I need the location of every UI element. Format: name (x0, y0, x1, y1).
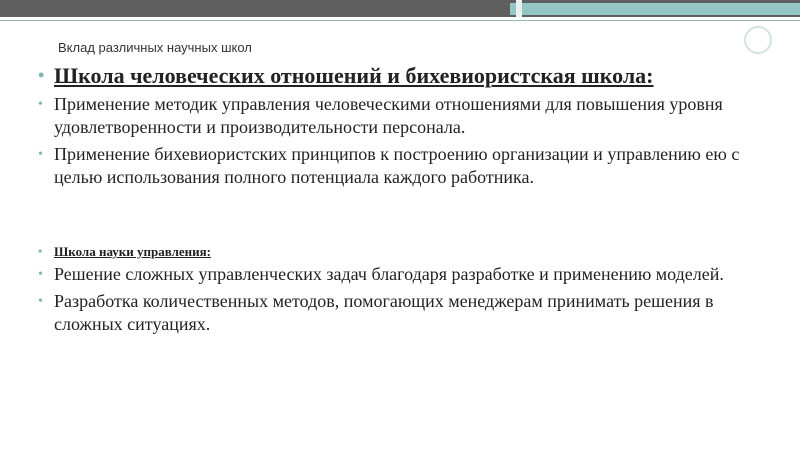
slide-title: Вклад различных научных школ (58, 40, 252, 55)
bullet-icon: • (38, 147, 43, 162)
bullet-icon: • (38, 294, 43, 309)
section-heading-human-relations (38, 62, 768, 89)
top-accent-band (510, 3, 800, 15)
bullet-text: Решение сложных управленческих задач благодаря разработке и применению моделей. (54, 264, 724, 284)
section-heading-text: Школа человеческих отношений и бихевиористская школа: (54, 63, 654, 88)
slide-content (38, 62, 768, 340)
section-heading-management-science (38, 243, 768, 260)
bullet-item (38, 93, 768, 139)
bullet-text: Разработка количественных методов, помогающих менеджерам принимать решения в сложных ситуациях. (54, 291, 714, 334)
bullet-icon: • (38, 65, 45, 85)
bullet-icon: • (38, 244, 43, 258)
section-heading-text: Школа науки управления: (54, 244, 212, 259)
top-accent-gap (516, 0, 522, 17)
corner-ornament-icon (744, 26, 772, 56)
bullet-text: Применение методик управления человеческими отношениями для повышения уровня удовлетворенности и производительности персонала. (54, 94, 723, 137)
bullet-item (38, 290, 768, 336)
bullet-icon: • (38, 97, 43, 112)
top-thin-line (0, 20, 800, 21)
bullet-icon: • (38, 267, 43, 282)
bullet-item (38, 143, 768, 189)
top-decor-bar (0, 0, 800, 17)
bullet-item (38, 263, 768, 286)
bullet-text: Применение бихевиористских принципов к построению организации и управлению ею с целью использования полного потенциала каждого работника. (54, 144, 740, 187)
section-spacer (38, 193, 768, 243)
